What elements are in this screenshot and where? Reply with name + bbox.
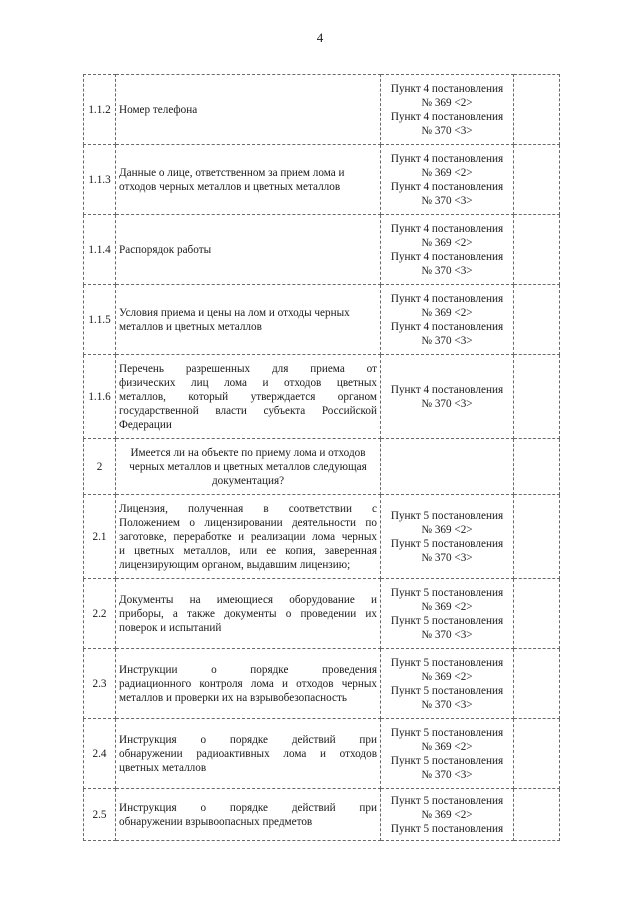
row-number: 1.1.6 bbox=[84, 355, 116, 439]
reference-line: № 370 <3> bbox=[421, 551, 473, 564]
reference-line: Пункт 5 постановления bbox=[390, 656, 504, 669]
description-line: Инструкция о порядке действий при bbox=[119, 733, 377, 746]
row-note-cell bbox=[514, 75, 560, 145]
reference-line: Пункт 5 постановления bbox=[390, 684, 504, 697]
reference-line: Пункт 4 постановления bbox=[390, 152, 504, 165]
row-reference bbox=[381, 495, 514, 579]
table-row bbox=[84, 215, 560, 285]
row-number: 1.1.2 bbox=[84, 75, 116, 145]
description-line: обнаружении взрывоопасных предметов bbox=[119, 815, 313, 828]
reference-line: № 370 <3> bbox=[421, 628, 473, 641]
row-reference bbox=[381, 579, 514, 649]
description-line: Перечень разрешенных для приема от bbox=[119, 362, 377, 375]
table-row bbox=[84, 285, 560, 355]
reference-line: Пункт 5 постановления bbox=[390, 614, 504, 627]
reference-line: Пункт 4 постановления bbox=[390, 320, 504, 333]
reference-line: № 370 <3> bbox=[421, 397, 473, 410]
row-description bbox=[116, 285, 381, 355]
row-note-cell bbox=[514, 439, 560, 495]
row-number: 2.2 bbox=[84, 579, 116, 649]
row-number: 2.5 bbox=[84, 789, 116, 841]
row-note-cell bbox=[514, 789, 560, 841]
row-reference bbox=[381, 145, 514, 215]
description-line: черных металлов и цветных металлов следующая bbox=[129, 460, 367, 473]
description-line: Имеется ли на объекте по приему лома и отходов bbox=[130, 446, 366, 459]
description-line: государственной власти субъекта Российской bbox=[119, 404, 377, 417]
reference-line: № 370 <3> bbox=[421, 334, 473, 347]
description-line: Лицензия, полученная в соответствии с bbox=[119, 502, 377, 515]
description-line: физических лиц лома и отходов цветных bbox=[119, 376, 377, 389]
table-row bbox=[84, 649, 560, 719]
row-note-cell bbox=[514, 355, 560, 439]
row-number: 1.1.4 bbox=[84, 215, 116, 285]
description-line: отходов черных металлов и цветных металлов bbox=[119, 180, 341, 193]
reference-line: Пункт 5 постановления bbox=[390, 794, 504, 807]
reference-line: Пункт 4 постановления bbox=[390, 110, 504, 123]
row-number: 1.1.5 bbox=[84, 285, 116, 355]
description-line: радиационного контроля лома и отходов черных bbox=[119, 677, 377, 690]
description-line: Инструкции о порядке проведения bbox=[119, 663, 377, 676]
row-reference bbox=[381, 439, 514, 495]
description-line: металлов, который утверждается органом bbox=[119, 390, 377, 403]
row-reference bbox=[381, 649, 514, 719]
reference-line: Пункт 5 постановления bbox=[390, 726, 504, 739]
row-reference bbox=[381, 719, 514, 789]
reference-line: Пункт 4 постановления bbox=[390, 82, 504, 95]
reference-line: № 370 <3> bbox=[421, 698, 473, 711]
checklist-table bbox=[83, 74, 560, 841]
description-line: металлов и цветных металлов bbox=[119, 320, 262, 333]
description-line: поверок и испытаний bbox=[119, 621, 222, 634]
description-line: Данные о лице, ответственном за прием лома и bbox=[119, 166, 345, 179]
reference-line: Пункт 5 постановления bbox=[390, 822, 504, 835]
table-row bbox=[84, 579, 560, 649]
description-line: заготовке, переработке и реализации лома черных bbox=[119, 530, 377, 543]
row-reference bbox=[381, 215, 514, 285]
reference-line: Пункт 4 постановления bbox=[390, 250, 504, 263]
description-line: металлов и проверки их на взрывобезопасность bbox=[119, 691, 347, 704]
reference-line: Пункт 4 постановления bbox=[390, 292, 504, 305]
reference-line: Пункт 5 постановления bbox=[390, 537, 504, 550]
row-note-cell bbox=[514, 285, 560, 355]
description-line: лицензирующим органом, выдавшим лицензию; bbox=[119, 558, 351, 571]
description-line: обнаружении радиоактивных лома и отходов bbox=[119, 747, 377, 760]
row-description bbox=[116, 439, 381, 495]
page-number: 4 bbox=[316, 30, 324, 45]
table-row bbox=[84, 789, 560, 841]
table-row bbox=[84, 439, 560, 495]
row-number: 2.4 bbox=[84, 719, 116, 789]
description-line: документация? bbox=[211, 474, 285, 487]
description-line: Документы на имеющиеся оборудование и bbox=[119, 593, 377, 606]
row-description bbox=[116, 789, 381, 841]
row-note-cell bbox=[514, 649, 560, 719]
row-reference bbox=[381, 789, 514, 841]
row-number: 2.1 bbox=[84, 495, 116, 579]
description-line: и цветных металлов, или ее копия, заверенная bbox=[119, 544, 377, 557]
reference-line: Пункт 5 постановления bbox=[390, 754, 504, 767]
row-description bbox=[116, 145, 381, 215]
reference-line: № 369 <2> bbox=[421, 740, 473, 753]
row-note-cell bbox=[514, 719, 560, 789]
row-description bbox=[116, 215, 381, 285]
row-description bbox=[116, 719, 381, 789]
row-note-cell bbox=[514, 495, 560, 579]
table-row bbox=[84, 355, 560, 439]
row-note-cell bbox=[514, 215, 560, 285]
description-line: Положением о лицензировании деятельности по bbox=[119, 516, 377, 529]
row-description bbox=[116, 579, 381, 649]
row-reference bbox=[381, 285, 514, 355]
row-reference bbox=[381, 75, 514, 145]
row-note-cell bbox=[514, 145, 560, 215]
row-note-cell bbox=[514, 579, 560, 649]
reference-line: № 370 <3> bbox=[421, 768, 473, 781]
description-line: Распорядок работы bbox=[119, 243, 212, 256]
description-line: Номер телефона bbox=[119, 103, 198, 116]
description-line: приборы, а также документы о проведении их bbox=[119, 607, 377, 620]
reference-line: № 369 <2> bbox=[421, 306, 473, 319]
row-reference bbox=[381, 355, 514, 439]
reference-line: № 369 <2> bbox=[421, 600, 473, 613]
reference-line: № 370 <3> bbox=[421, 264, 473, 277]
reference-line: № 369 <2> bbox=[421, 670, 473, 683]
reference-line: Пункт 5 постановления bbox=[390, 586, 504, 599]
reference-line: № 369 <2> bbox=[421, 808, 473, 821]
description-line: Федерации bbox=[119, 418, 172, 431]
reference-line: № 369 <2> bbox=[421, 96, 473, 109]
reference-line: № 369 <2> bbox=[421, 166, 473, 179]
description-line: Условия приема и цены на лом и отходы черных bbox=[119, 306, 350, 319]
description-line: Инструкция о порядке действий при bbox=[119, 801, 377, 814]
reference-line: Пункт 4 постановления bbox=[390, 180, 504, 193]
row-description bbox=[116, 495, 381, 579]
description-line: цветных металлов bbox=[119, 761, 207, 774]
table-row bbox=[84, 495, 560, 579]
row-description bbox=[116, 75, 381, 145]
reference-line: № 369 <2> bbox=[421, 523, 473, 536]
reference-line: № 370 <3> bbox=[421, 124, 473, 137]
table-row bbox=[84, 145, 560, 215]
reference-line: Пункт 5 постановления bbox=[390, 509, 504, 522]
row-number: 2 bbox=[84, 439, 116, 495]
reference-line: № 369 <2> bbox=[421, 236, 473, 249]
row-number: 2.3 bbox=[84, 649, 116, 719]
row-number: 1.1.3 bbox=[84, 145, 116, 215]
reference-line: Пункт 4 постановления bbox=[390, 222, 504, 235]
row-description bbox=[116, 649, 381, 719]
table-row bbox=[84, 719, 560, 789]
table-row bbox=[84, 75, 560, 145]
reference-line: № 370 <3> bbox=[421, 194, 473, 207]
reference-line: Пункт 4 постановления bbox=[390, 383, 504, 396]
row-description bbox=[116, 355, 381, 439]
